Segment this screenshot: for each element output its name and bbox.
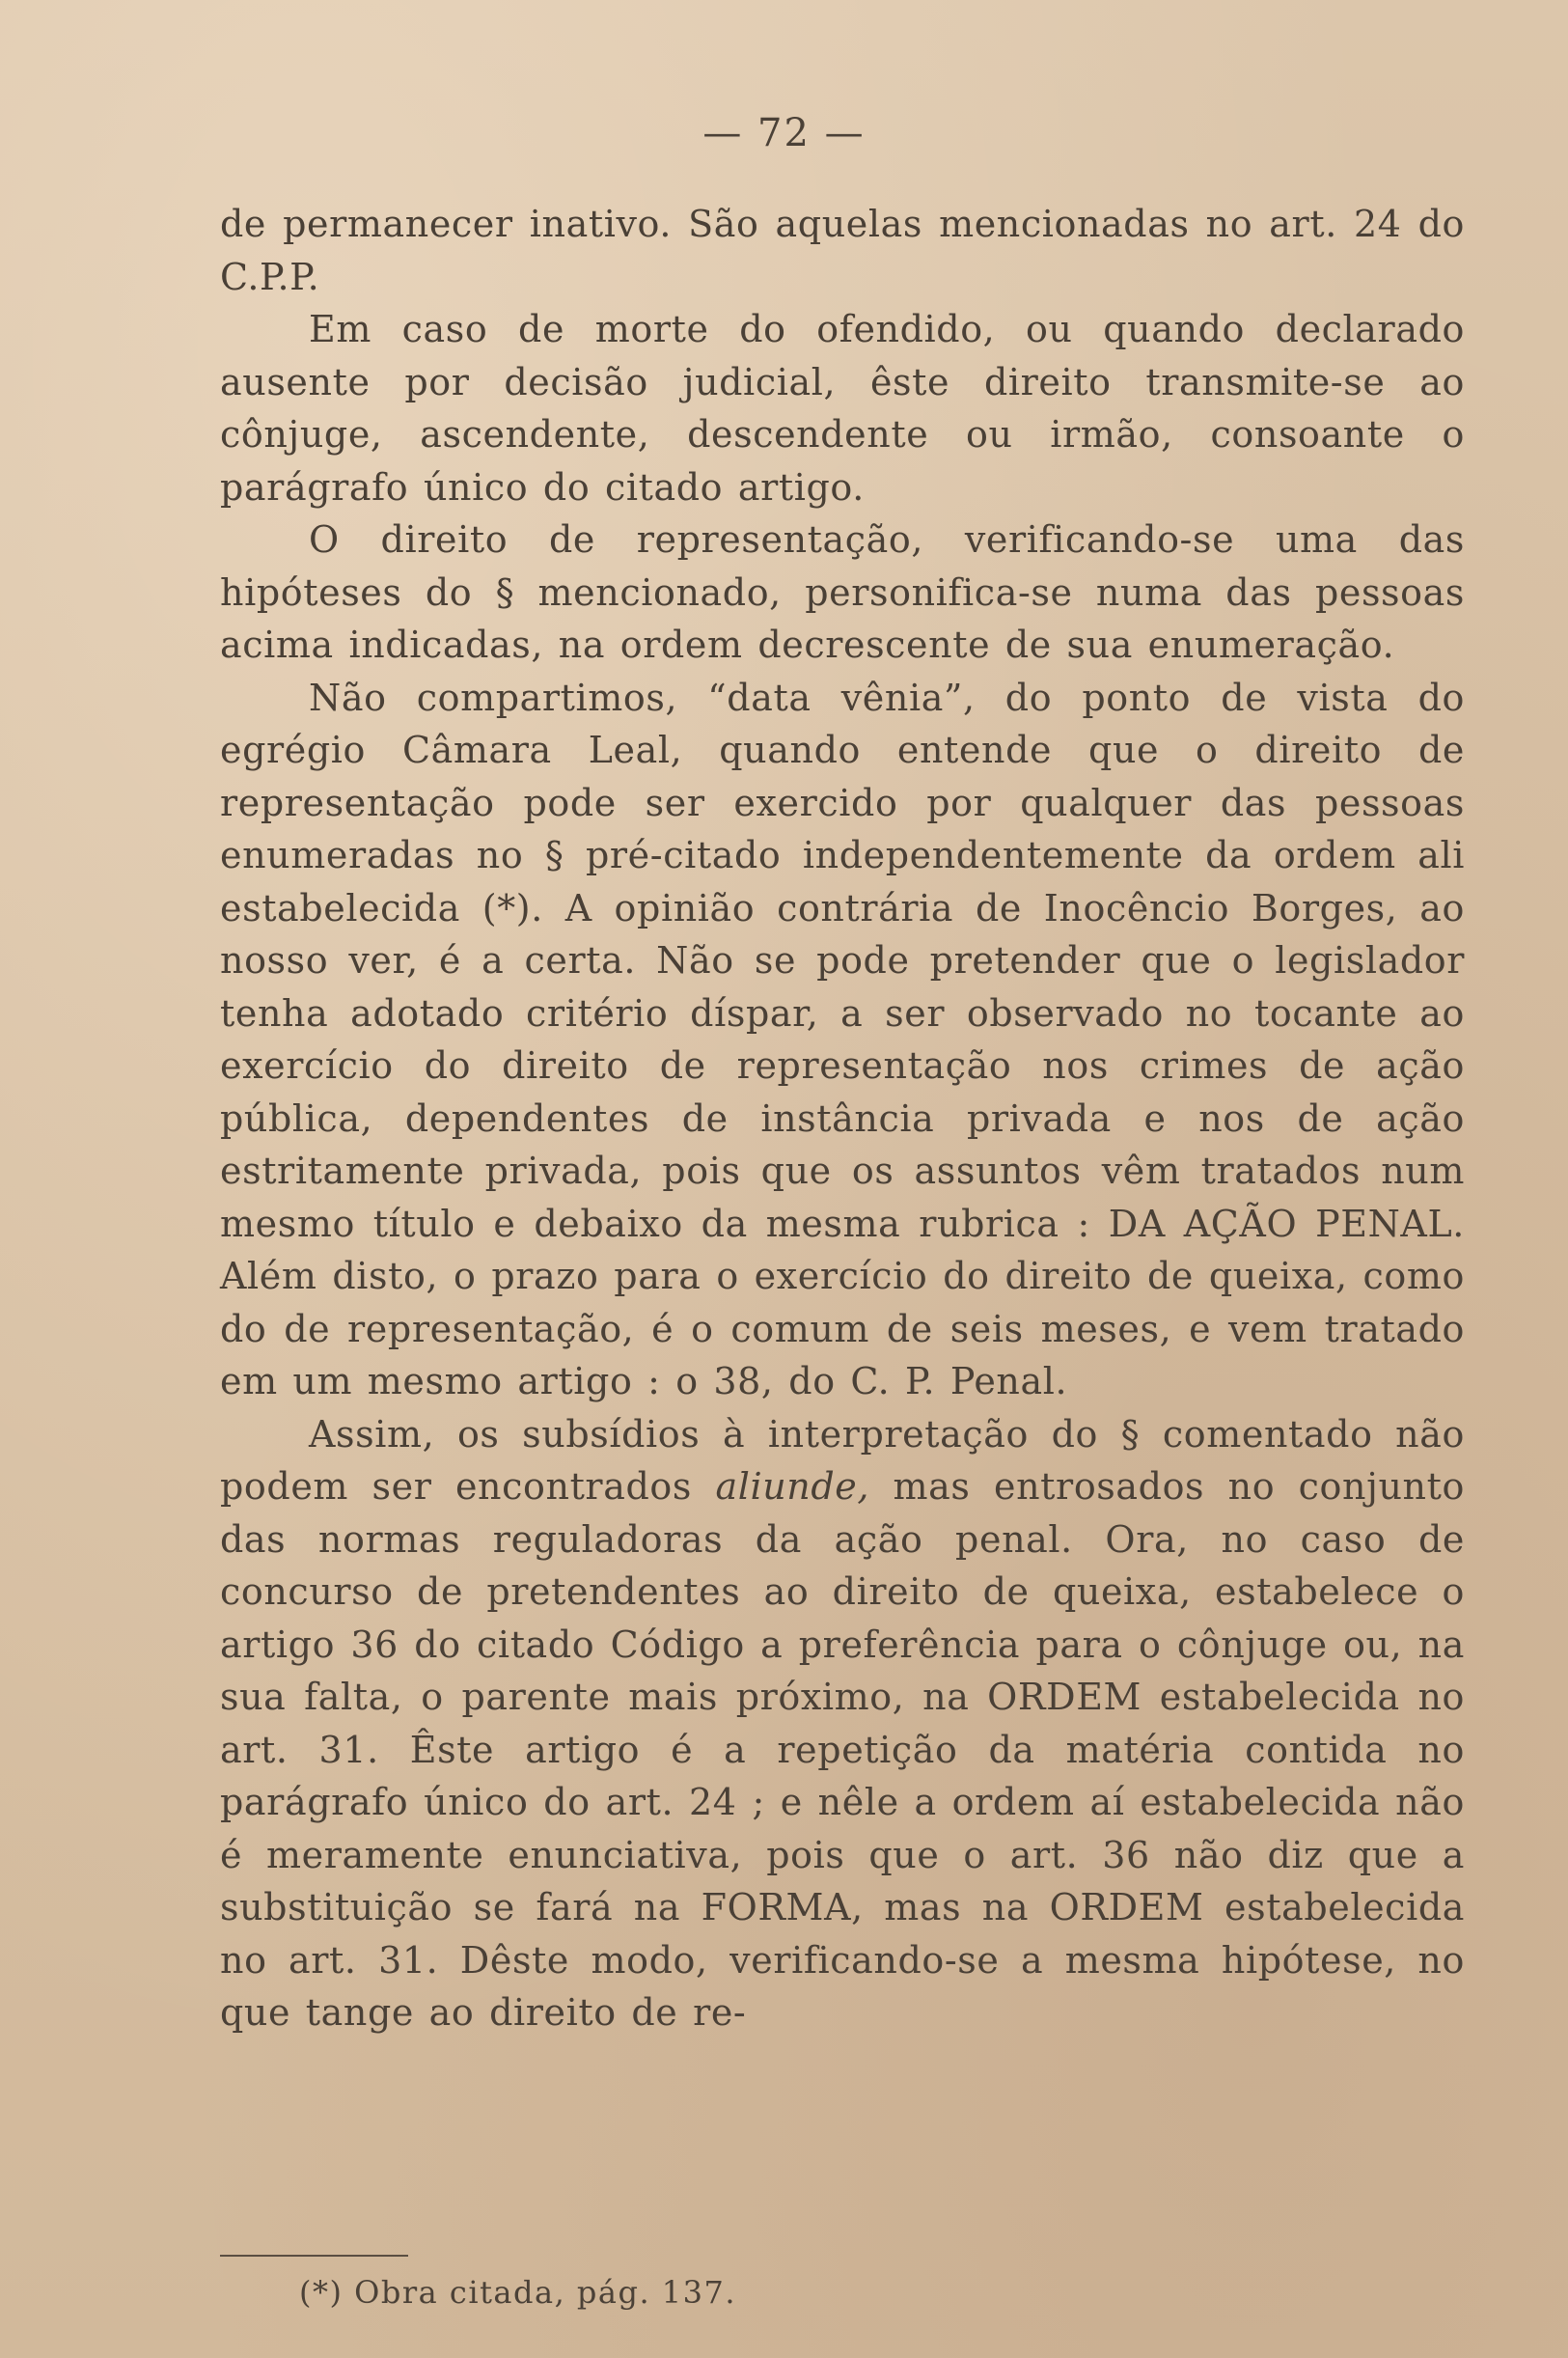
paragraph-5-start: Assim, os subsídios à interpretação do § comentado não podem ser encontrados: [220, 1412, 1465, 1508]
paragraph-5-end: mas entrosados no conjunto das normas reguladoras da ação penal. Ora, no caso de concurso de pretendentes ao direito de queixa, estabelece o artigo 36 do citado Código a preferência para o cônjuge ou, na sua falta, o parente mais próximo, na ORDEM estabelecida no art. 31. Êste artigo é a repetição da matéria contida no parágrafo único do art. 24 ; e nêle a ordem aí estabelecida não é meramente enunciativa, pois que o art. 36 não diz que a substituição se fará na FORMA, mas na ORDEM estabelecida no art. 31. Dêste modo, verificando-se a mesma hipótese, no que tange ao direito de re-: [220, 1465, 1465, 2034]
paragraph-3: O direito de representação, verificando-se uma das hipóteses do § mencionado, personifica-se numa das pessoas acima indicadas, na ordem decrescente de sua enumeração.: [220, 518, 1465, 666]
paragraph-1: de permanecer inativo. São aquelas mencionadas no art. 24 do C.P.P.: [220, 203, 1465, 298]
paragraph-4: Não compartimos, “data vênia”, do ponto de vista do egrégio Câmara Leal, quando entende que o direito de representação pode ser exercido por qualquer das pessoas enumeradas no § pré-citado independentemente da ordem ali estabelecida (*). A opinião contrária de Inocêncio Borges, ao nosso ver, é a certa. Não se pode pretender que o legislador tenha adotado critério díspar, a ser observado no tocante ao exercício do direito de representação nos crimes de ação pública, dependentes de instância privada e nos de ação estritamente privada, pois que os assuntos vêm tratados num mesmo título e debaixo da mesma rubrica : DA AÇÃO PENAL. Além disto, o prazo para o exercício do direito de queixa, como do de representação, é o comum de seis meses, e vem tratado em um mesmo artigo : o 38, do C. P. Penal.: [220, 676, 1465, 1402]
paragraph-5: [220, 1408, 1465, 2039]
footnote: (*) Obra citada, pág. 137.: [299, 2274, 737, 2311]
paragraph-2: Em caso de morte do ofendido, ou quando declarado ausente por decisão judicial, êste direito transmite-se ao cônjuge, ascendente, descendente ou irmão, consoante o parágrafo único do citado artigo.: [220, 308, 1465, 509]
footnote-divider: [220, 2255, 408, 2257]
latin-term: aliunde,: [715, 1465, 870, 1508]
page-number: — 72 —: [702, 111, 866, 155]
body-text: [220, 198, 1465, 2039]
